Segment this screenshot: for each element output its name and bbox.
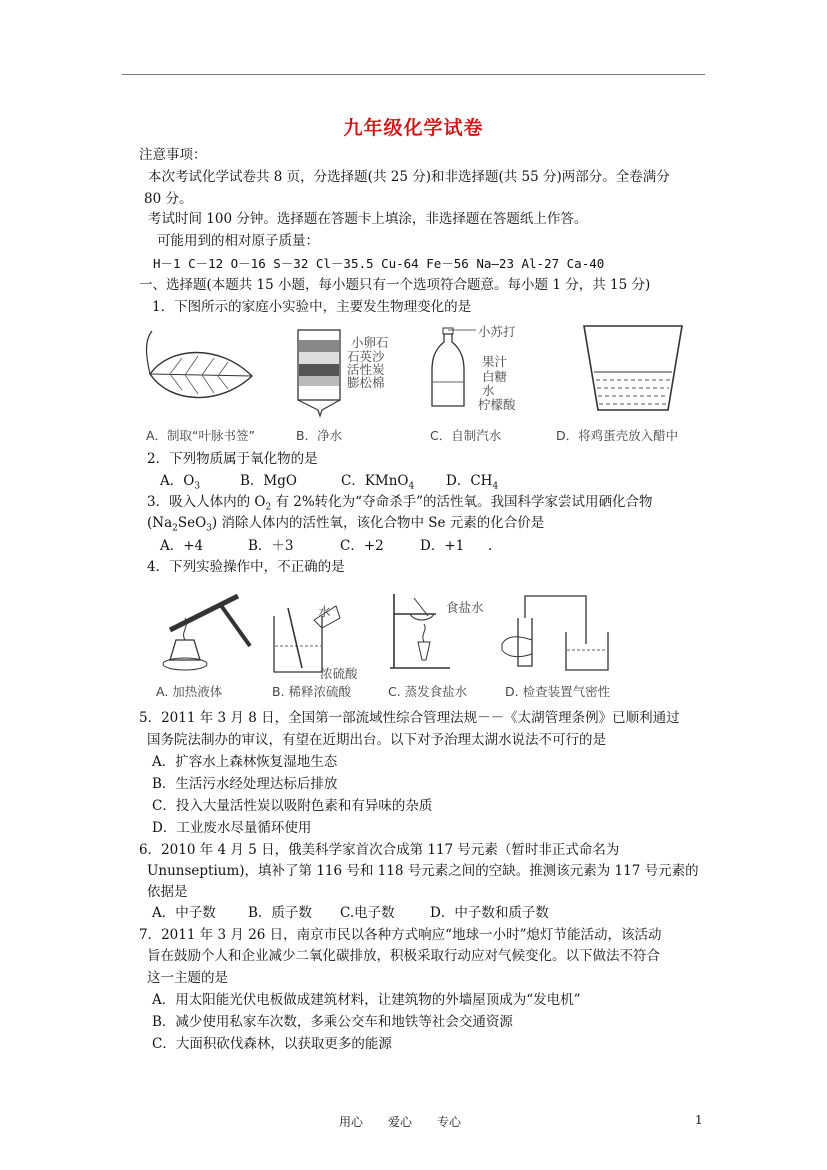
q3-option-c: C．+2	[340, 538, 384, 554]
q1-caption-c: C．自制汽水	[430, 428, 502, 443]
q1-caption-b: B．净水	[296, 428, 343, 443]
vinegar-cup-figure	[578, 322, 688, 414]
q5-option-c: C．投入大量活性炭以吸附色素和有异味的杂质	[152, 798, 433, 814]
notes-line-3: 考试时间 100 分钟。选择题在答题卡上填涂，非选择题在答题纸上作答。	[148, 211, 588, 227]
soda-bottle-figure	[424, 320, 484, 412]
soda-label-2: 果汁	[482, 354, 508, 369]
dilute-label-acid: 浓硫酸	[320, 666, 358, 681]
filter-label-4: 膨松棉	[347, 375, 385, 390]
q3-trailing-dot: .	[488, 538, 493, 554]
q1-caption-d: D．将鸡蛋壳放入醋中	[556, 428, 679, 443]
question-6-line-3: 依据是	[147, 884, 188, 900]
page-number: 1	[695, 1113, 703, 1127]
q6-option-b: B．质子数	[248, 905, 312, 921]
heating-liquid-figure	[150, 590, 260, 674]
soda-label-4: 水	[482, 383, 495, 398]
notes-line-4: 可能用到的相对原子质量：	[157, 233, 319, 249]
q2-option-c: C．KMnO$_4$	[341, 473, 415, 492]
airtight-check-figure	[498, 588, 618, 676]
q6-option-a: A．中子数	[152, 905, 216, 921]
q3-option-a: A．+4	[160, 538, 204, 554]
question-7-line-1: 7．2011 年 3 月 26 日，南京市民以各种方式响应“地球一小时”熄灯节能活动，该活动	[139, 927, 662, 943]
question-5-line-2: 国务院法制办的审议，有望在近期出台。以下对予治理太湖水说法不可行的是	[147, 732, 606, 748]
atomic-masses: H－1 C－12 O－16 S－32 Cl－35.5 Cu-64 Fe－56 Na—23 Al-27 Ca-40	[153, 256, 605, 271]
q3-option-b: B．＋3	[248, 538, 294, 554]
soda-label-1: 小苏打	[478, 324, 516, 339]
question-5-line-1: 5．2011 年 3 月 8 日，全国第一部流域性综合管理法规－－《太湖管理条例》已顺利通过	[139, 710, 680, 726]
water-filter-figure	[292, 326, 348, 418]
footer-motto-1: 用心	[339, 1115, 364, 1129]
q7-option-b: B．减少使用私家车次数，多乘公交车和地铁等社会交通资源	[152, 1014, 513, 1030]
q4-caption-d: D. 检查装置气密性	[505, 684, 611, 699]
q7-option-a: A．用太阳能光伏电板做成建筑材料，让建筑物的外墙屋顶成为“发电机”	[152, 992, 581, 1008]
question-6-line-2: Ununseptium)，填补了第 116 号和 118 号元素之间的空缺。推测该元素为 117 号元素的	[147, 863, 699, 879]
question-3-line-1: 3．吸入人体内的 $O_2$ 有 2%转化为“夺命杀手”的活性氧。我国科学家尝试用硒化合物	[147, 494, 653, 513]
notes-line-1: 本次考试化学试卷共 8 页，分选择题(共 25 分)和非选择题(共 55 分)两部分。全卷满分	[148, 169, 670, 185]
q5-option-a: A．扩容水上森林恢复湿地生态	[152, 754, 338, 770]
question-6-line-1: 6．2010 年 4 月 5 日，俄美科学家首次合成第 117 号元素（暂时非正式命名为	[139, 842, 620, 858]
question-3-line-2: $(Na_2SeO_3)$ 消除人体内的活性氧，该化合物中 Se 元素的化合价是	[147, 515, 545, 534]
section-1-heading: 一、选择题(本题共 15 小题，每小题只有一个选项符合题意。每小题 1 分，共 15 分)	[139, 277, 651, 293]
page-title: 九年级化学试卷	[343, 117, 484, 139]
evap-label-saltwater: 食盐水	[446, 600, 484, 615]
dilute-label-water: 水	[318, 604, 331, 619]
filter-label-1: 小卵石	[351, 335, 389, 350]
q2-option-d: D．$CH_4$	[446, 473, 499, 492]
q3-option-d: D．+1	[420, 538, 465, 554]
q4-caption-b: B. 稀释浓硫酸	[272, 684, 352, 699]
footer-motto-2: 爱心	[388, 1115, 413, 1129]
question-7-line-3: 这一主题的是	[147, 970, 228, 986]
filter-label-3: 活性炭	[347, 362, 385, 377]
footer-motto-3: 专心	[437, 1115, 462, 1129]
q4-caption-a: A. 加热液体	[156, 684, 223, 699]
question-7-line-2: 旨在鼓励个人和企业减少二氧化碳排放，积极采取行动应对气候变化。以下做法不符合	[147, 948, 660, 964]
leaf-figure	[140, 326, 260, 416]
q4-caption-c: C. 蒸发食盐水	[388, 684, 468, 699]
q6-option-d: D．中子数和质子数	[430, 905, 549, 921]
notes-heading: 注意事项：	[139, 147, 207, 163]
question-4-stem: 4．下列实验操作中，不正确的是	[147, 559, 345, 575]
question-2-stem: 2．下列物质属于氧化物的是	[147, 451, 318, 467]
q5-option-b: B．生活污水经处理达标后排放	[152, 776, 338, 792]
question-1-stem: 1．下图所示的家庭小实验中，主要发生物理变化的是	[152, 299, 472, 315]
header-rule	[122, 74, 705, 75]
notes-line-2: 80 分。	[144, 191, 193, 207]
q2-option-a: A．$O_3$	[160, 473, 201, 492]
soda-label-3: 白糖	[482, 369, 508, 384]
q2-option-b: B．MgO	[240, 473, 297, 489]
q5-option-d: D．工业废水尽量循环使用	[152, 820, 312, 836]
q1-caption-a: A．制取“叶脉书签”	[146, 428, 256, 443]
q7-option-c: C．大面积砍伐森林，以获取更多的能源	[152, 1036, 392, 1052]
soda-label-5: 柠檬酸	[478, 397, 516, 412]
filter-label-2: 石英沙	[347, 349, 385, 364]
q6-option-c: C.电子数	[340, 905, 395, 921]
